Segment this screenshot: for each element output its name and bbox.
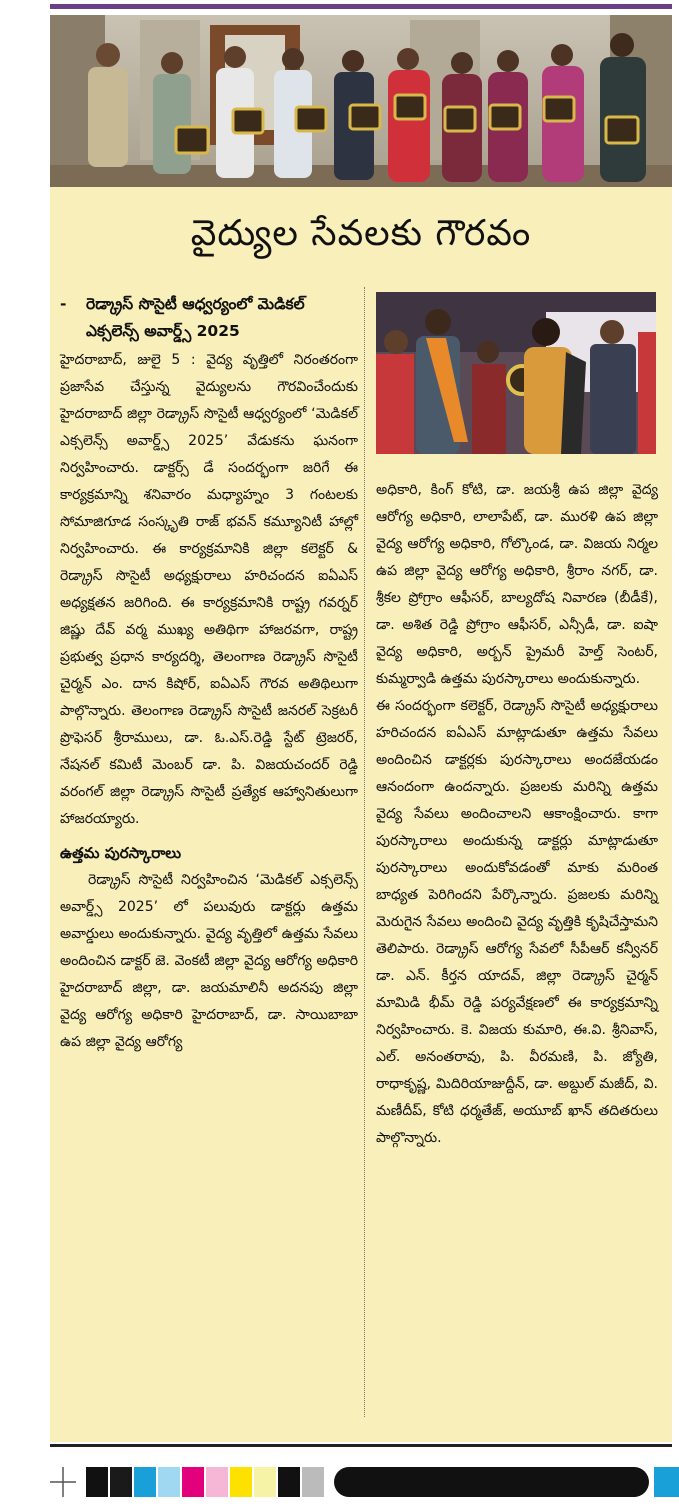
print-swatch	[86, 1467, 108, 1497]
crosshair-icon	[50, 1467, 76, 1497]
print-swatch	[110, 1467, 132, 1497]
paragraph-awardees: అధికారి, కింగ్ కోటి, డా. జయశ్రీ ఉప జిల్లా వైద్య ఆరోగ్య అధికారి, లాలాపేట్, డా. మురళి ఉప జిల్లా వైద్య ఆరోగ్య అధికారి, గోల్కొండ, డా. విజయ నిర్మల ఉప జిల్లా వైద్య ఆరోగ్య అధికారి, శ్రీరాం నగర్, డా. శ్రీకల ప్రోగ్రాం ఆఫీసర్, బాల్యదోష నివారణ (బీడీకే), డా. అశిత రెడ్డి ప్రోగ్రాం ఆఫీసర్, ఎన్సీడీ, డా. ఐషా వైద్య అధికారి, అర్బన్ ప్రైమరీ హెల్త్ సెంటర్, కుమ్మర్వాడి ఉత్తమ పురస్కారాలు అందుకున్నారు.	[376, 482, 658, 687]
right-column	[376, 477, 658, 1152]
print-swatch	[230, 1467, 252, 1497]
award-photo	[376, 292, 656, 454]
bullet-dash: -	[60, 295, 67, 313]
group-photo	[50, 15, 672, 187]
article	[50, 187, 672, 1442]
subheading	[60, 291, 358, 345]
print-swatch	[254, 1467, 276, 1497]
group-photo-icon	[50, 15, 672, 187]
bottom-rule	[50, 1444, 672, 1447]
print-swatch	[278, 1467, 300, 1497]
paragraph-intro: హైదరాబాద్, జులై 5 : వైద్య వృత్తిలో నిరంతరంగా ప్రజాసేవ చేస్తున్న వైద్యులను గౌరవించేందుకు హైదరాబాద్ జిల్లా రెడ్క్రాస్ సొసైటీ ఆధ్వర్యంలో ‘మెడికల్ ఎక్సలెన్స్ అవార్డ్స్ 2025’ వేడుకను ఘనంగా నిర్వహించారు. డాక్టర్స్ డే సందర్భంగా జరిగే ఈ కార్యక్రమాన్ని శనివారం మధ్యాహ్నం 3 గంటలకు సోమాజిగూడ సంస్కృతి రాజ్ భవన్ కమ్యూనిటీ హాల్లో నిర్వహించారు. ఈ కార్యక్రమానికి జిల్లా కలెక్టర్ & రెడ్క్రాస్ సొసైటీ అధ్యక్షురాలు హరిచందన ఐఏఎస్ అధ్యక్షతన జరిగింది. ఈ కార్యక్రమానికి రాష్ట్ర గవర్నర్ జిష్ణు దేవ్ వర్మ ముఖ్య అతిథిగా హాజరవగా, రాష్ట్ర ప్రభుత్వ ప్రధాన కార్యదర్శి, తెలంగాణ రెడ్క్రాస్ సొసైటీ చైర్మన్ ఎం. దాన కిషోర్, ఐఏఎస్ గౌరవ అతిథిలుగా పాల్గొన్నారు. తెలంగాణ రెడ్క్రాస్ సొసైటీ జనరల్ సెక్రటరీ ప్రొఫెసర్ శ్రీరాములు, డా. ఓ.ఎస్.రెడ్డి స్టేట్ ట్రెజరర్, నేషనల్ కమిటీ మెంబర్ డా. పి. విజయచందర్ రెడ్డి వరంగల్ జిల్లా రెడ్క్రాస్ సొసైటీ ప్రత్యేక ఆహ్వానితులుగా హాజరయ్యారు.	[60, 352, 358, 827]
headline: వైద్యుల సేవలకు గౌరవం	[190, 213, 532, 254]
left-column	[60, 291, 358, 1056]
paragraph-closing: ఈ సందర్భంగా కలెక్టర్, రెడ్క్రాస్ సొసైటీ అధ్యక్షురాలు హరిచందన ఐఏఎస్ మాట్లాడుతూ ఉత్తమ సేవలు అందించిన డాక్టర్లకు పురస్కారాలు అందజేయడం ఆనందంగా ఉందన్నారు. ప్రజలకు మరిన్ని ఉత్తమ వైద్య సేవలు అందించాలని ఆకాంక్షించారు. కాగా పురస్కారాలు అందుకున్న డాక్టర్లు మాట్లాడుతూ పురస్కారాలు అందుకోవడంతో మాకు మరింత బాధ్యత పెరిగిందని పేర్కొన్నారు. ప్రజలకు మరిన్ని మెరుగైన సేవలు అందించి వైద్య వృత్తికి కృషిచేస్తామని తెలిపారు. రెడ్క్రాస్ ఆరోగ్య సేవలో సీపీఆర్ కన్వీనర్ డా. ఎన్. కీర్తన యాదవ్, జిల్లా రెడ్క్రాస్ చైర్మన్ మామిడి భీమ్ రెడ్డి పర్యవేక్షణలో ఈ కార్యక్రమాన్ని నిర్వహించారు. కె. విజయ కుమారి, ఈ.వి. శ్రీనివాస్, ఎల్. అనంతరావు, పి. వీరమణి, పి. జ్యోతి, రాధాకృష్ణ, మిదిరియాజుద్దీన్, డా. అబ్దుల్ మజీద్, వి. మణీదీప్, కోటి ధర్మతేజ్, అయూబ్ ఖాన్ తదితరులు పాల్గొన్నారు.	[376, 698, 658, 1146]
print-swatch	[134, 1467, 156, 1497]
top-accent-rule	[50, 4, 672, 9]
column-divider	[364, 287, 365, 1417]
print-color-strip	[50, 1463, 679, 1501]
subheading-text: రెడ్క్రాస్ సొసైటీ ఆధ్వర్యంలో మెడికల్ ఎక్సలెన్స్ అవార్డ్స్ 2025	[86, 295, 305, 340]
print-swatch	[182, 1467, 204, 1497]
print-swatch	[302, 1467, 324, 1497]
section-title: ఉత్తమ పురస్కారాలు	[60, 844, 182, 862]
award-photo-icon	[376, 292, 656, 454]
print-swatch	[158, 1467, 180, 1497]
print-swatch	[206, 1467, 228, 1497]
paragraph-awards: రెడ్క్రాస్ సొసైటీ నిర్వహించిన ‘మెడికల్ ఎక్సలెన్స్ అవార్డ్స్ 2025’ లో పలువురు డాక్టర్లు ఉత్తమ అవార్డులు అందుకున్నారు. వైద్య వృత్తిలో ఉత్తమ సేవలు అందించిన డాక్టర్ జె. వెంకటీ జిల్లా వైద్య ఆరోగ్య అధికారి హైదరాబాద్ జిల్లా, డా. జయమాలినీ అదనపు జిల్లా వైద్య ఆరోగ్య అధికారి హైదరాబాద్, డా. సాయిబాబా ఉప జిల్లా వైద్య ఆరోగ్య	[60, 872, 358, 1050]
